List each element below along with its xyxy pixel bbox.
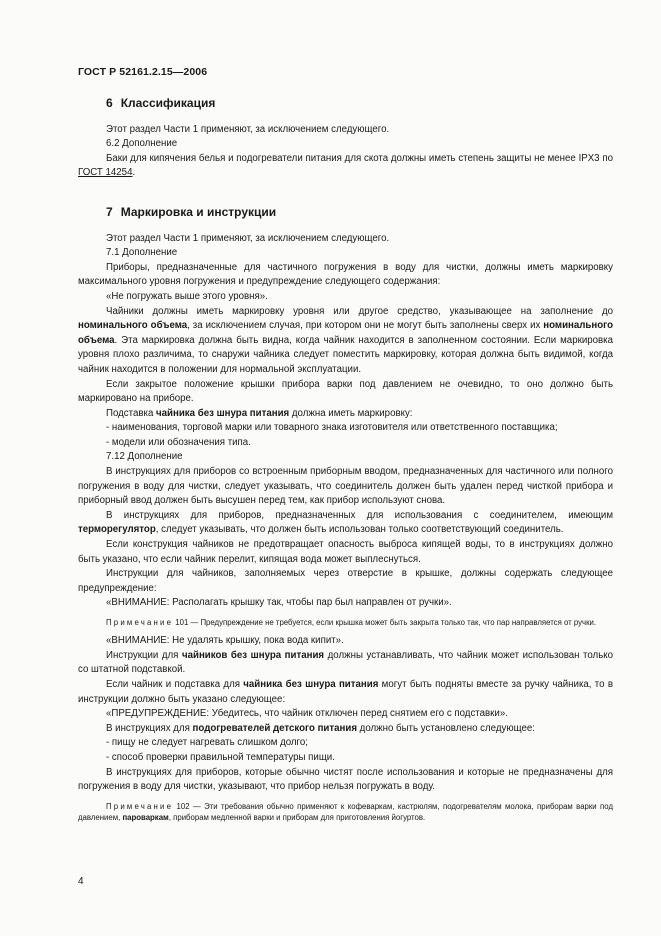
note-102: Примечание 102 — Эти требования обычно применяют к кофеваркам, кастрюлям, подогревателям молока, приборам варки под давлением, пароваркам, приборам медленной варки и приборам для приготовления йогуртов.: [78, 801, 613, 822]
list-item: - наименования, торговой марки или товарного знака изготовителя или ответственного поставщика;: [106, 422, 558, 434]
paragraph: «Не погружать выше этого уровня».: [106, 290, 268, 302]
paragraph: Инструкции для чайников без шнура питания должны устанавливать, что чайник может использован только со штатной подставкой.: [78, 649, 613, 676]
subsection-heading: 7.1 Дополнение: [106, 247, 178, 259]
section-title: Маркировка и инструкции: [120, 204, 277, 219]
paragraph: В инструкциях для приборов, предназначенных для использования с соединителем, имеющим терморегулятор, следует указывать, что должен быть использован только соответствующий соединитель.: [78, 509, 613, 536]
document-header: ГОСТ Р 52161.2.15—2006: [78, 66, 208, 78]
section-6-heading: [106, 96, 613, 111]
paragraph: Инструкции для чайников, заполняемых через отверстие в крышке, должны содержать следующее предупреждение:: [78, 568, 613, 594]
paragraph: Баки для кипячения белья и подогреватели питания для скота должны иметь степень защиты не менее IPX3 по ГОСТ 14254.: [78, 152, 613, 179]
paragraph: Если закрытое положение крышки прибора варки под давлением не очевидно, то оно должно быть маркировано на приборе.: [78, 378, 613, 405]
paragraph: Этот раздел Части 1 применяют, за исключением следующего.: [106, 232, 390, 244]
paragraph: В инструкциях для приборов, которые обычно чистят после использования и которые не предназначены для погружения в воду для чистки, указывают, что прибор нельзя погружать в воду.: [78, 766, 613, 793]
paragraph: Подставка чайника без шнура питания должна иметь маркировку:: [106, 407, 413, 419]
paragraph: В инструкциях для подогревателей детского питания должно быть установлено следующее:: [106, 722, 535, 734]
subsection-heading: 7.12 Дополнение: [106, 451, 183, 463]
standard-link[interactable]: ГОСТ 14254: [78, 167, 133, 179]
list-item: - способ проверки правильной температуры пищи.: [106, 751, 335, 763]
note-101: Примечание 101 — Предупреждение не требуется, если крышка может быть закрыта только так, что пар направляется от ручки.: [106, 618, 597, 627]
paragraph: Если конструкция чайников не предотвращает опасность выброса кипящей воды, то в инструкциях должно быть указано, что если чайник перелит, кипящая вода может выплеснуться.: [78, 539, 613, 565]
section-7-heading: [106, 205, 613, 220]
paragraph: «ПРЕДУПРЕЖДЕНИЕ: Убедитесь, что чайник отключен перед снятием его с подставки».: [106, 708, 508, 720]
subsection-heading: 6.2 Дополнение: [106, 138, 178, 150]
paragraph: В инструкциях для приборов со встроенным приборным вводом, предназначенных для частичного или полного погружения в воду для чистки, следует указывать, что соединитель должен быть удален перед чисткой прибора и приборный ввод должен быть высушен перед тем, как прибор используют снова.: [78, 466, 613, 507]
paragraph: Если чайник и подставка для чайника без шнура питания могут быть подняты вместе за ручку чайника, то в инструкции должно быть указано следующее:: [78, 678, 613, 705]
paragraph: «ВНИМАНИЕ: Не удалять крышку, пока вода кипит».: [106, 635, 344, 647]
page-number: 4: [78, 876, 84, 887]
section-title: Классификация: [120, 96, 216, 110]
section-number: 7: [106, 204, 113, 219]
list-item: - пищу не следует нагревать слишком долго;: [106, 737, 308, 749]
paragraph: Этот раздел Части 1 применяют, за исключением следующего.: [106, 123, 390, 135]
paragraph: Приборы, предназначенные для частичного погружения в воду для чистки, должны иметь маркировку максимального уровня погружения и предупреждение следующего содержания:: [78, 261, 613, 288]
list-item: - модели или обозначения типа.: [106, 436, 251, 448]
paragraph: Чайники должны иметь маркировку уровня или другое средство, указывающее на заполнение до номинального объема, за исключением случая, при котором они не могут быть заполнены сверх их номинального объема. Эта маркировка должна быть видна, когда чайник находится в заполненном состоянии. Если маркировка уровня плохо различима, то снаружи чайника следует поместить маркировку, которая должна быть видимой, когда чайник находится в положении для нормальной эксплуатации.: [78, 305, 613, 375]
page-content: [78, 96, 613, 829]
section-number: 6: [106, 96, 113, 110]
paragraph: «ВНИМАНИЕ: Располагать крышку так, чтобы пар был направлен от ручки».: [106, 597, 452, 609]
